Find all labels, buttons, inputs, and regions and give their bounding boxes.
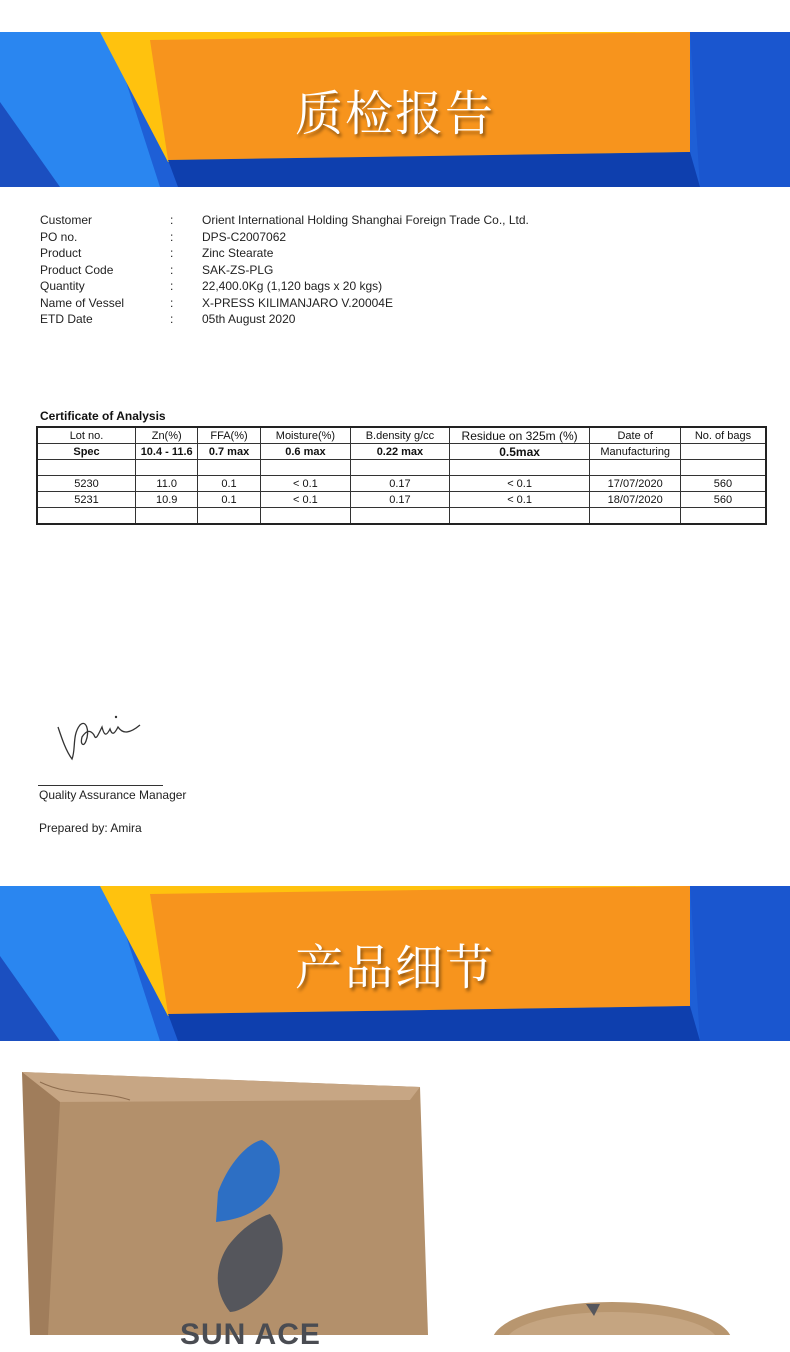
info-label: Customer <box>40 213 93 227</box>
info-label: Product Code <box>40 262 114 277</box>
cell-date: 17/07/2020 <box>590 476 680 492</box>
coa-spec-row <box>37 444 766 460</box>
info-colon: : <box>170 213 174 227</box>
header-cell: Moisture(%) <box>260 427 350 444</box>
product-details-banner <box>0 886 790 1041</box>
table-row <box>37 476 766 492</box>
prepared-by: Prepared by: Amira <box>39 821 142 835</box>
info-value: X-PRESS KILIMANJARO V.20004E <box>202 295 393 310</box>
info-colon: : <box>170 229 174 244</box>
spec-cell: 0.7 max <box>198 444 260 460</box>
spec-cell: Spec <box>37 444 136 460</box>
coa-header-row <box>37 427 766 444</box>
info-colon: : <box>170 279 174 293</box>
cell-ffa: 0.1 <box>198 492 260 508</box>
cell-density: 0.17 <box>351 476 450 492</box>
cell-ffa: 0.1 <box>198 476 260 492</box>
spec-cell: 0.5max <box>449 444 590 460</box>
cell-bags: 560 <box>680 492 766 508</box>
table-row <box>37 492 766 508</box>
cell-date: 18/07/2020 <box>590 492 680 508</box>
product-photo <box>0 1042 790 1335</box>
cell-residue: < 0.1 <box>449 476 590 492</box>
info-colon: : <box>170 262 174 277</box>
cell-zn: 11.0 <box>136 476 198 492</box>
cell-moisture: < 0.1 <box>260 476 350 492</box>
info-colon: : <box>170 312 174 326</box>
header-cell: B.density g/cc <box>351 427 450 444</box>
cell-density: 0.17 <box>351 492 450 508</box>
info-value: 05th August 2020 <box>202 312 296 326</box>
cell-residue: < 0.1 <box>449 492 590 508</box>
signature-line <box>38 785 163 786</box>
spec-cell: Manufacturing <box>590 444 680 460</box>
banner-title: 质检报告 <box>294 86 495 142</box>
cell-moisture: < 0.1 <box>260 492 350 508</box>
info-row-po <box>40 229 529 246</box>
header-cell: No. of bags <box>680 427 766 444</box>
info-label: Quantity <box>40 279 85 293</box>
banner-title: 产品细节 <box>294 940 495 996</box>
info-value: Zinc Stearate <box>202 246 274 260</box>
info-label: Product <box>40 246 82 260</box>
info-value: SAK-ZS-PLG <box>202 262 274 277</box>
coa-table <box>36 426 767 525</box>
signature-image <box>50 705 160 765</box>
cell-bags: 560 <box>680 476 766 492</box>
shipment-info <box>40 212 529 328</box>
info-row-customer <box>40 212 529 229</box>
header-cell: Lot no. <box>37 427 136 444</box>
coa-title: Certificate of Analysis <box>40 409 166 423</box>
cell-zn: 10.9 <box>136 492 198 508</box>
info-colon: : <box>170 246 174 260</box>
header-cell: Date of <box>590 427 680 444</box>
product-bag-illustration <box>0 1042 790 1335</box>
spec-cell <box>680 444 766 460</box>
header-cell: FFA(%) <box>198 427 260 444</box>
info-label: PO no. <box>40 229 78 244</box>
header-cell: Residue on 325m (%) <box>449 427 590 444</box>
info-row-product-code <box>40 262 529 279</box>
cell-lot: 5230 <box>37 476 136 492</box>
info-row-etd <box>40 311 529 328</box>
brand-logo-text: SUN ACE <box>180 1318 321 1351</box>
info-value: Orient International Holding Shanghai Foreign Trade Co., Ltd. <box>202 213 529 227</box>
info-row-product <box>40 245 529 262</box>
quality-report-banner <box>0 32 790 187</box>
header-cell: Zn(%) <box>136 427 198 444</box>
info-value: DPS-C2007062 <box>202 229 287 244</box>
spec-cell: 10.4 - 11.6 <box>136 444 198 460</box>
spec-cell: 0.22 max <box>351 444 450 460</box>
info-colon: : <box>170 295 174 310</box>
table-row-empty <box>37 460 766 476</box>
table-row-empty <box>37 508 766 525</box>
cell-lot: 5231 <box>37 492 136 508</box>
spec-cell: 0.6 max <box>260 444 350 460</box>
info-value: 22,400.0Kg (1,120 bags x 20 kgs) <box>202 279 383 293</box>
info-label: ETD Date <box>40 312 93 326</box>
info-row-quantity <box>40 278 529 295</box>
info-row-vessel <box>40 295 529 312</box>
info-label: Name of Vessel <box>40 295 125 310</box>
signer-role: Quality Assurance Manager <box>39 788 187 802</box>
